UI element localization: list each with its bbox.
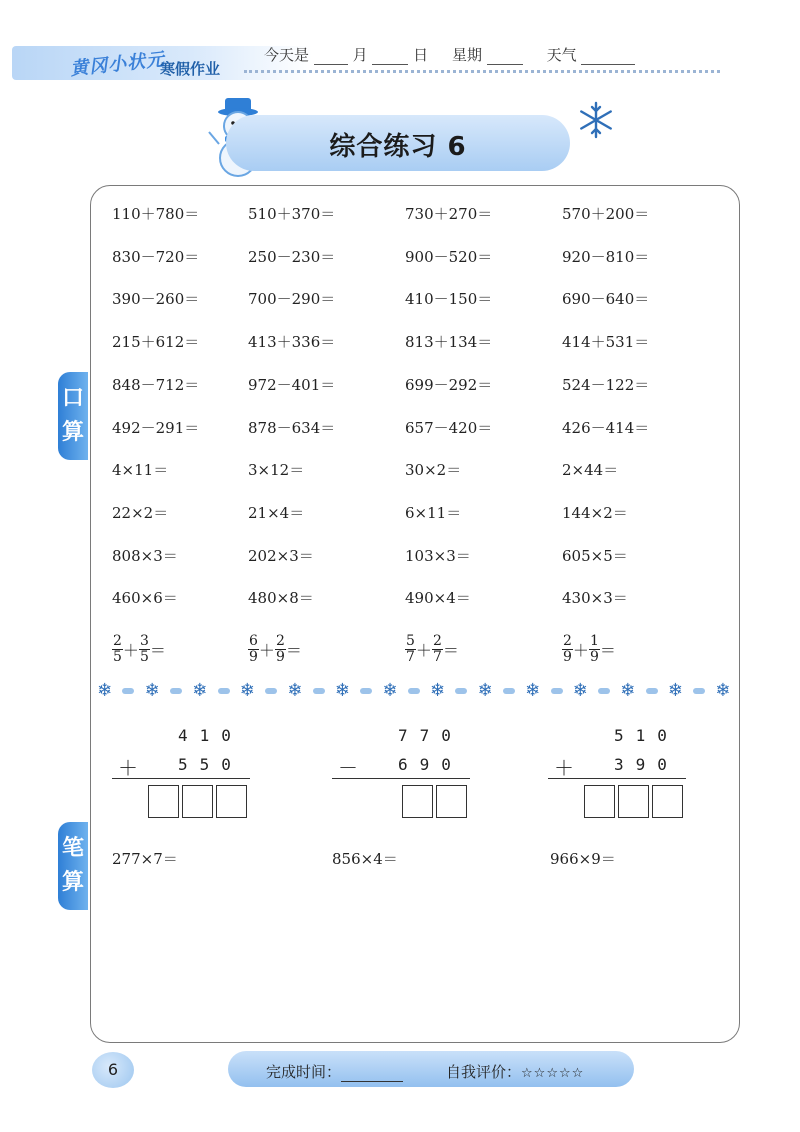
oral-problem: 410－150＝ [405,290,493,309]
fraction [432,634,443,665]
fraction [275,634,286,665]
equals-sign: ＝ [442,641,459,660]
snowflake-icon: ❄ [382,680,398,701]
eval-label: 自我评价： [446,1063,522,1081]
numerator: 1 [589,633,599,649]
numerator: 2 [432,633,442,649]
written-problem: 277×7＝ [112,850,178,868]
dot-icon [122,688,134,694]
snowflake-icon: ❄ [97,680,113,701]
oral-problem: 813＋134＝ [405,333,493,352]
brand-logo: 黄冈小状元 [69,49,166,80]
answer-box[interactable] [584,785,615,818]
sum-line [112,778,250,779]
fraction [248,634,259,665]
sum-line [548,778,686,779]
operator-sign: － [338,756,370,780]
tab-written [58,822,88,910]
oral-problem: 730＋270＝ [405,205,493,223]
snowflake-icon: ❄ [430,680,446,701]
page-title: 综合练习 6 [329,132,467,162]
numerator: 5 [406,633,415,649]
oral-problem: 570＋200＝ [562,205,650,223]
operator: ＋ [122,641,139,660]
bottom-number: 550 [178,755,243,774]
numerator: 3 [139,633,149,649]
date-line [264,44,635,65]
fraction [139,634,150,665]
day-blank[interactable] [372,48,408,65]
month-label: 月 [352,46,368,64]
bottom-number: 390 [614,755,679,774]
bottom-number: 690 [398,755,463,774]
equals-sign: ＝ [285,641,302,660]
tab-oral-label: 口算 [62,386,85,445]
time-blank[interactable] [341,1067,403,1082]
dot-icon [551,688,563,694]
answer-box[interactable] [148,785,179,818]
denominator: 5 [113,649,122,665]
denominator: 9 [563,649,572,665]
top-number: 770 [398,726,463,745]
oral-problem: 110＋780＝ [112,205,200,223]
oral-problem: 250－230＝ [248,247,336,266]
snowflake-icon: ❄ [715,680,731,701]
dot-icon [218,688,230,694]
written-problem: 966×9＝ [550,850,616,868]
oral-problem: 690－640＝ [562,290,650,309]
completion-time [266,1061,403,1082]
denominator: 7 [432,649,442,665]
oral-problem: 524－122＝ [562,375,650,394]
fraction-problem [112,634,166,665]
header-subtitle: 寒假作业 [160,60,221,78]
oral-problem: 700－290＝ [248,290,336,309]
operator: ＋ [258,641,275,660]
dot-icon [646,688,658,694]
month-blank[interactable] [314,48,348,65]
day-label: 日 [413,46,429,64]
exercise-frame [90,185,740,1043]
snowflake-icon: ❄ [572,680,588,701]
weather-label: 天气 [546,46,577,64]
snowflake-icon: ❄ [525,680,541,701]
equals-sign: ＝ [149,641,166,660]
snowflake-icon: ❄ [192,680,208,701]
dot-icon [170,688,182,694]
oral-problem: 848－712＝ [112,375,200,394]
answer-box[interactable] [436,785,467,818]
oral-problem: 4×11＝ [112,461,169,480]
weekday-blank[interactable] [487,48,523,65]
written-problem: 856×4＝ [332,850,398,868]
dot-icon [503,688,515,694]
top-number: 510 [614,726,679,745]
oral-problem: 460×6＝ [112,589,178,608]
oral-problem: 6×11＝ [405,503,462,522]
oral-problem: 215＋612＝ [112,333,200,352]
oral-problem: 490×4＝ [405,589,471,608]
oral-problem: 30×2＝ [405,461,462,480]
oral-problem: 480×8＝ [248,589,314,608]
operator-sign: ＋ [554,756,586,780]
oral-problem: 830－720＝ [112,247,200,266]
page-number: 6 [92,1052,134,1088]
oral-problem: 3×12＝ [248,461,305,480]
equals-sign: ＝ [599,641,616,660]
oral-problem: 426－414＝ [562,418,650,437]
numerator: 2 [113,633,122,649]
oral-problem: 202×3＝ [248,546,314,565]
answer-box[interactable] [402,785,433,818]
operator: ＋ [415,641,432,660]
denominator: 9 [249,649,258,665]
denominator: 9 [275,649,285,665]
dot-icon [265,688,277,694]
answer-box[interactable] [182,785,213,818]
oral-problem: 605×5＝ [562,546,628,565]
today-label: 今天是 [264,46,310,64]
weather-blank[interactable] [581,48,635,65]
oral-problem: 492－291＝ [112,418,200,437]
snowflake-icon: ❄ [239,680,255,701]
oral-problem: 878－634＝ [248,418,336,437]
header-dotted-line [244,70,720,73]
dot-icon [598,688,610,694]
fraction-problem [248,634,302,665]
snowflake-icon: ❄ [144,680,160,701]
dot-icon [455,688,467,694]
time-label: 完成时间： [266,1063,342,1081]
oral-problem: 21×4＝ [248,503,305,522]
snowflake-icon: ❄ [620,680,636,701]
oral-problem: 390－260＝ [112,290,200,309]
snowflake-icon: ❄ [477,680,493,701]
oral-problem: 22×2＝ [112,503,169,522]
denominator: 7 [406,649,415,665]
numerator: 2 [275,633,285,649]
snowflake-icon: ❄ [287,680,303,701]
operator: ＋ [572,641,589,660]
oral-problem: 103×3＝ [405,546,471,565]
fraction-problem [405,634,459,665]
oral-problem: 699－292＝ [405,375,493,394]
oral-problem: 2×44＝ [562,461,619,480]
tab-oral [58,372,88,460]
oral-problem: 900－520＝ [405,247,493,266]
fraction-problem [562,634,616,665]
snowflake-icon: ❄ [667,680,683,701]
snowflake-icon [576,100,616,140]
fraction [562,634,573,665]
oral-problem: 657－420＝ [405,418,493,437]
oral-problem: 413＋336＝ [248,333,336,352]
dot-icon [360,688,372,694]
dot-icon [313,688,325,694]
answer-box[interactable] [216,785,247,818]
denominator: 5 [139,649,149,665]
sum-line [332,778,470,779]
oral-problem: 808×3＝ [112,546,178,565]
oral-problem: 510＋370＝ [248,205,336,223]
oral-problem: 414＋531＝ [562,333,650,352]
oral-problem: 430×3＝ [562,589,628,608]
snowflake-separator [92,680,736,702]
numerator: 2 [563,633,572,649]
oral-problem: 144×2＝ [562,503,628,522]
answer-box[interactable] [652,785,683,818]
fraction [589,634,600,665]
dot-icon [408,688,420,694]
oral-problem: 972－401＝ [248,375,336,394]
self-evaluation [446,1061,584,1082]
snowflake-icon: ❄ [334,680,351,701]
fraction [405,634,416,665]
denominator: 9 [589,649,599,665]
answer-box[interactable] [618,785,649,818]
dot-icon [693,688,705,694]
tab-written-label: 笔算 [62,836,85,895]
top-number: 410 [178,726,243,745]
numerator: 6 [249,633,258,649]
fraction [112,634,123,665]
oral-problem: 920－810＝ [562,247,650,266]
star-rating[interactable]: ☆☆☆☆☆ [521,1066,585,1081]
operator-sign: ＋ [118,756,150,780]
weekday-label: 星期 [452,46,483,64]
